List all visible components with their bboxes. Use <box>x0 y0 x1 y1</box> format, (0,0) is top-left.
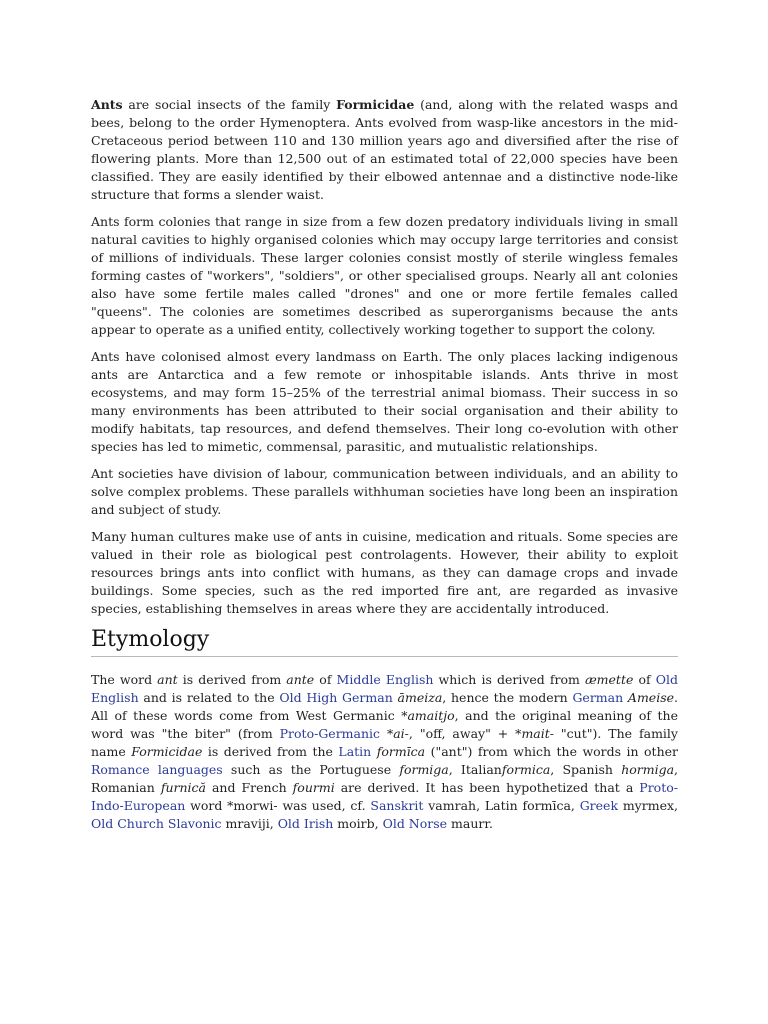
text-run: and French <box>205 780 293 795</box>
italic-term: hormiga <box>621 762 675 777</box>
text-run: ("ant") from which the words in other <box>425 744 678 759</box>
article-link[interactable]: Old Irish <box>277 816 334 831</box>
text-run: which is derived from <box>433 672 585 687</box>
text-run: , hence the modern <box>442 690 573 705</box>
italic-term: Formicidae <box>131 744 203 759</box>
text-run: of <box>314 672 337 687</box>
article-link[interactable]: Romance languages <box>91 762 223 777</box>
article-link[interactable]: Proto-Germanic <box>279 726 381 741</box>
text-run: such as the Portuguese <box>222 762 400 777</box>
italic-term: formiga <box>399 762 449 777</box>
italic-term: æmette <box>584 672 634 687</box>
article-link[interactable]: Middle English <box>336 672 434 687</box>
intro-paragraph <box>91 213 678 339</box>
text-run: vamrah, Latin formīca, <box>423 798 580 813</box>
text-run: moirb, <box>333 816 383 831</box>
article-link[interactable]: Latin <box>338 744 372 759</box>
text-run: are derived. It has been hypothetized that a <box>334 780 640 795</box>
italic-term: āmeiza <box>397 690 443 705</box>
text-run: "cut"). The family name <box>91 726 678 759</box>
bold-term: Formicidae <box>336 97 415 112</box>
article-link[interactable]: Old Norse <box>382 816 448 831</box>
intro-paragraph <box>91 96 678 204</box>
article-link[interactable]: Proto-Indo-European <box>91 780 678 813</box>
text-run: word *morwi- was used, cf. <box>185 798 371 813</box>
article-link[interactable]: German <box>572 690 624 705</box>
text-run: of <box>633 672 656 687</box>
text-run: , Spanish <box>550 762 622 777</box>
text-run: myrmex, <box>618 798 678 813</box>
article-link[interactable]: Old English <box>91 672 678 705</box>
text-run: The word <box>91 672 158 687</box>
italic-term: ai- <box>393 726 409 741</box>
text-run: Ant societies have division of labour, communication between individuals, and an ability to solve complex problems. These parallels withhuman societies have long been an inspiration and subject of study. <box>91 466 678 517</box>
article-link[interactable]: Old Church Slavonic <box>91 816 222 831</box>
text-run: Ants form colonies that range in size from a few dozen predatory individuals living in small natural cavities to highly organised colonies which may occupy large territories and consist of millions of individuals. These larger colonies consist mostly of sterile wingless females forming castes of "workers", "soldiers", or other specialised groups. Nearly all ant colonies also have some fertile males called "drones" and one or more fertile females called "queens". The colonies are sometimes described as superorganisms because the ants appear to operate as a unified entity, collectively working together to support the colony. <box>91 214 678 337</box>
text-run: is derived from the <box>202 744 339 759</box>
article-link[interactable]: Sanskrit <box>370 798 424 813</box>
article-body <box>91 96 678 842</box>
text-run: Many human cultures make use of ants in cuisine, medication and rituals. Some species are valued in their role as biological pest controlagents. However, their ability to exploit resources brings ants into conflict with humans, as they can damage crops and invade buildings. Some species, such as the red imported fire ant, are regarded as invasive species, establishing themselves in areas where they are accidentally introduced. <box>91 529 678 616</box>
italic-term: amaitjo <box>407 708 455 723</box>
intro-paragraph <box>91 465 678 519</box>
etymology-paragraph <box>91 671 678 833</box>
text-run: , "off, away" + * <box>408 726 522 741</box>
text-run: , and the original meaning of the word was "the biter" (from <box>91 708 679 741</box>
intro-paragraph <box>91 528 678 618</box>
text-run: and is related to the <box>138 690 280 705</box>
intro-section <box>91 96 678 618</box>
italic-term: fourmi <box>292 780 335 795</box>
italic-term: furnică <box>160 780 206 795</box>
italic-term: ant <box>157 672 178 687</box>
text-run: (and, along with the related wasps and bees, belong to the order Hymenoptera. Ants evolved from wasp-like ancestors in the mid-Cretaceous period between 110 and 130 million years ago and diversified after the rise of flowering plants. More than 12,500 out of an estimated total of 22,000 species have been classified. They are easily identified by their elbowed antennae and a distinctive node-like structure that forms a slender waist. <box>91 97 678 202</box>
italic-term: Ameise <box>627 690 675 705</box>
text-run: are social insects of the family <box>122 97 337 112</box>
article-link[interactable]: Old High German <box>279 690 393 705</box>
italic-term: formīca <box>376 744 426 759</box>
italic-term: ante <box>286 672 315 687</box>
text-run: maurr. <box>447 816 493 831</box>
italic-term: formica <box>501 762 551 777</box>
text-run: * <box>380 726 394 741</box>
intro-paragraph <box>91 348 678 456</box>
text-run: . All of these words come from West Germanic * <box>91 690 678 723</box>
bold-term: Ants <box>91 97 123 112</box>
italic-term: mait- <box>521 726 554 741</box>
text-run: , Italian <box>448 762 502 777</box>
text-run: Ants have colonised almost every landmass on Earth. The only places lacking indigenous ants are Antarctica and a few remote or inhospitable islands. Ants thrive in most ecosystems, and may form 15–25% of the terrestrial animal biomass. Their success in so many environments has been attributed to their social organisation and their ability to modify habitats, tap resources, and defend themselves. Their long co-evolution with other species has led to mimetic, commensal, parasitic, and mutualistic relationships. <box>91 349 678 454</box>
article-link[interactable]: Greek <box>579 798 619 813</box>
text-run: is derived from <box>177 672 287 687</box>
text-run: mraviji, <box>221 816 278 831</box>
text-run: , Romanian <box>91 762 679 795</box>
section-heading-etymology: Etymology <box>91 627 678 657</box>
